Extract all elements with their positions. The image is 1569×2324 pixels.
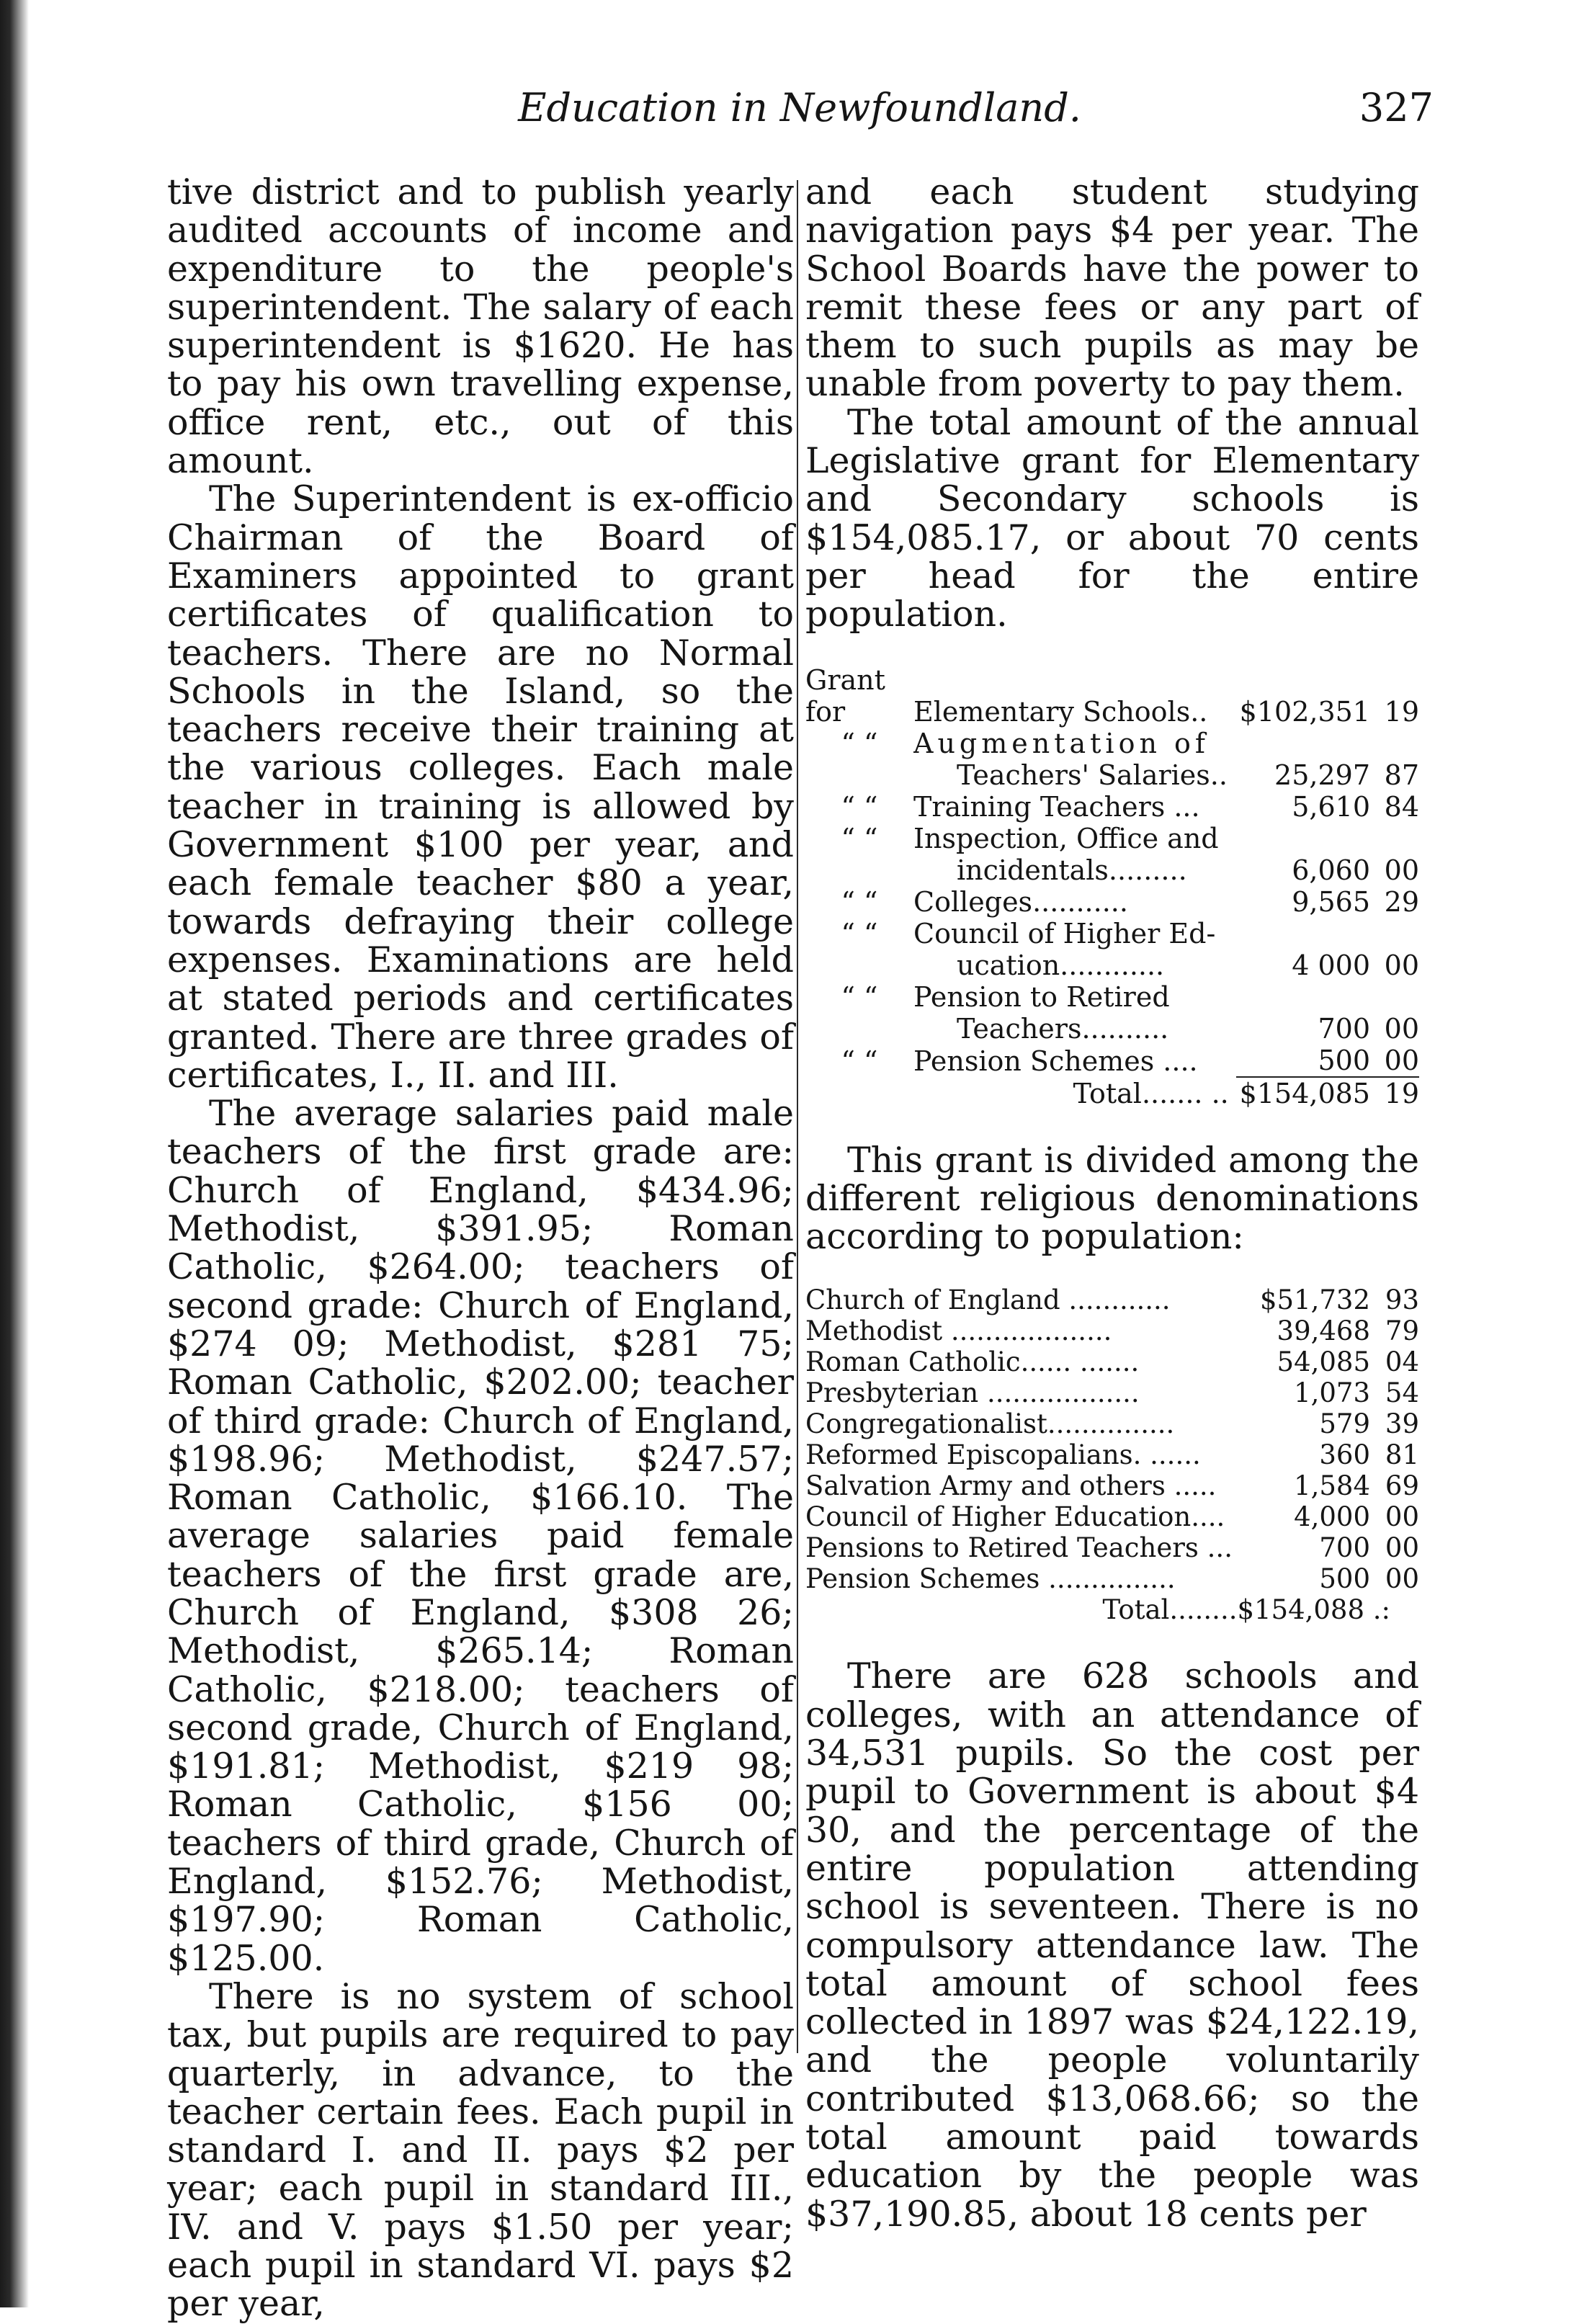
grant-amount: 4 000 [1292,949,1370,981]
column-divider [797,180,798,2053]
denomination-name: Methodist ................... [805,1315,1112,1347]
denomination-table [805,1284,1419,1625]
grant-row-continued [805,854,1419,886]
denomination-amount: 700 [1319,1532,1370,1564]
grant-cents: 29 [1384,885,1419,918]
denomination-amount: 1,073 [1294,1377,1370,1409]
grant-item-label: Pension Schemes .... [913,1045,1198,1077]
grant-amount: $102,351 [1239,695,1370,728]
right-column [805,173,1419,2233]
grant-row [805,791,1419,823]
grant-total-cents: 19 [1370,1077,1419,1109]
book-binding-edge [0,0,29,2307]
grant-cents: 00 [1384,1012,1419,1045]
grant-item-label-continued: incidentals......... [957,854,1187,886]
denomination-cents: 93 [1385,1284,1419,1316]
grant-item-label: Training Teachers ... [913,790,1200,823]
grant-cents: 00 [1384,854,1419,886]
denomination-name: Presbyterian .................. [805,1377,1140,1409]
denomination-amount: 4,000 [1294,1501,1370,1533]
grant-cents: 19 [1384,695,1419,728]
grant-amount: 6,060 [1292,854,1370,886]
grant-row [805,728,1419,759]
denomination-row [805,1346,1419,1377]
grant-item-label-continued: Teachers.......... [957,1012,1169,1045]
grant-item-label: Pension to Retired [913,980,1170,1013]
denomination-name: Roman Catholic...... ....... [805,1346,1140,1378]
paragraph-grant-division: This grant is divided among the different religious denominations according to population: [805,1139,1419,1258]
grant-amount: 500 [1318,1044,1370,1076]
grant-amount: 9,565 [1292,885,1370,918]
denomination-name: Pension Schemes ............... [805,1563,1176,1595]
grant-cents: 00 [1384,1044,1419,1076]
grant-amount: 5,610 [1292,790,1370,823]
denomination-row [805,1439,1419,1470]
denomination-name: Congregationalist............... [805,1408,1175,1440]
ditto-mark: “ “ [841,980,878,1013]
grant-item-label: Council of Higher Ed- [913,917,1216,949]
paragraph-average-salaries: The average salaries paid male teachers of the first grade are: Church of England, $434.96; Methodist, $391.95; Roman Catholic, $264.00; teachers of second grade: Church of England, $274 09; Methodist, $281 75; Roman Catholic, $202.00; teacher of third grade: Church of England, $198.96; Methodist, $247.57; Roman Catholic, $166.10. The average salaries paid female teachers of the first grade are, Church of England, $308 26; Methodist, $265.14; Roman Catholic, $218.00; teachers of second grade, Church of England, $191.81; Methodist, $219 98; Roman Catholic, $156 00; teachers of third grade, Church of England, $152.76; Methodist, $197.90; Roman Catholic, $125.00. [167,1093,794,1979]
left-column [167,173,794,2323]
denomination-name: Council of Higher Education.... [805,1501,1225,1533]
grant-cents: 87 [1384,759,1419,791]
denomination-row [805,1408,1419,1439]
denomination-cents: 00 [1385,1501,1419,1533]
denomination-name: Reformed Episcopalians. ...... [805,1439,1201,1471]
grant-item-label-continued: ucation............ [957,949,1165,981]
ditto-mark: “ “ [841,822,878,854]
grant-row-continued [805,949,1419,981]
grant-cents: 00 [1384,949,1419,981]
denomination-amount: 360 [1319,1439,1370,1471]
running-title: Education in Newfoundland. [518,85,1081,130]
grant-row [805,664,1419,728]
grant-total-amount: $154,085 [1236,1077,1370,1109]
grant-item-label: Augmentation of [913,727,1210,759]
denomination-amount: 579 [1319,1408,1370,1440]
denomination-cents: 69 [1385,1470,1419,1502]
paragraph-superintendent-accounts: tive district and to publish yearly audited accounts of income and expenditure to the people's superintendent. The salary of each superintendent is $1620. He has to pay his own travelling expense, office rent, etc., out of this amount. [167,171,794,482]
denomination-cents: 00 [1385,1532,1419,1564]
denomination-row [805,1284,1419,1315]
denomination-row [805,1315,1419,1346]
denomination-row [805,1501,1419,1532]
grant-item-label: Elementary Schools.. [913,695,1208,728]
grant-row [805,1045,1419,1077]
grant-row [805,981,1419,1013]
denomination-amount: 500 [1319,1563,1370,1595]
paragraph-schools-attendance: There are 628 schools and colleges, with an attendance of 34,531 pupils. So the cost per pupil to Government is about $4 30, and the percentage of the entire population attending school is seventeen. There is no compulsory attendance law. The total amount of school fees collected in 1897 was $24,122.19, and the people voluntarily contributed $13,068.66; so the total amount paid towards education by the people was $37,190.85, about 18 cents per [805,1655,1419,2235]
grant-item-label: Colleges........... [913,885,1128,918]
paragraph-board-of-examiners: The Superintendent is ex-officio Chairman of the Board of Examiners appointed to grant certificates of qualification to teachers. There are no Normal Schools in the Island, so the teachers receive their training at the various colleges. Each male teacher in training is allowed by Government $100 per year, and each female teacher $80 a year, towards defraying their college expenses. Examinations are held at stated periods and certificates granted. There are three grades of certificates, I., II. and III. [167,478,794,1096]
denomination-cents: 00 [1385,1563,1419,1595]
grant-row [805,823,1419,854]
grant-item-label: Inspection, Office and [913,822,1219,854]
grant-amount: 25,297 [1274,759,1370,791]
denomination-cents: 54 [1385,1377,1419,1409]
denomination-amount: 1,584 [1294,1470,1370,1502]
grant-row [805,918,1419,949]
denomination-total-row [805,1594,1419,1625]
denomination-cents: 04 [1385,1346,1419,1378]
denomination-name: Church of England ............ [805,1284,1171,1316]
denomination-amount: 39,468 [1277,1315,1370,1347]
grant-row-continued [805,759,1419,791]
denomination-cents: 39 [1385,1408,1419,1440]
ditto-mark: “ “ [841,1045,878,1077]
denomination-total: Total........$154,088 .: [1102,1594,1390,1626]
grant-item-label-continued: Teachers' Salaries.. [957,759,1228,791]
page-header [166,85,1434,150]
denomination-row [805,1563,1419,1594]
grant-cents: 84 [1384,790,1419,823]
denomination-amount: 54,085 [1277,1346,1370,1378]
denomination-cents: 79 [1385,1315,1419,1347]
grant-table [805,664,1419,1109]
denomination-row [805,1377,1419,1408]
denomination-amount: $51,732 [1259,1284,1370,1316]
grant-row-continued [805,1013,1419,1045]
denomination-name: Pensions to Retired Teachers ... [805,1532,1233,1564]
grant-row [805,886,1419,918]
ditto-mark: “ “ [841,727,878,759]
paragraph-school-fees: There is no system of school tax, but pupils are required to pay quarterly, in advance, to the teacher certain fees. Each pupil in standard I. and II. pays $2 per year; each pupil in standard III., IV. and V. pays $1.50 per year; each pupil in standard VI. pays $2 per year, [167,1975,794,2324]
grant-total-label: Total....... .. [1073,1077,1229,1109]
grant-total-row [805,1077,1419,1109]
ditto-mark: “ “ [841,917,878,949]
paragraph-legislative-grant: The total amount of the annual Legislative grant for Elementary and Secondary schools is $154,085.17, or about 70 cents per head for the entire population. [805,401,1419,635]
denomination-cents: 81 [1385,1439,1419,1471]
grant-amount: 700 [1318,1012,1370,1045]
denomination-name: Salvation Army and others ..... [805,1470,1217,1502]
ditto-mark: “ “ [841,885,878,918]
denomination-row [805,1470,1419,1501]
ditto-mark: “ “ [841,790,878,823]
page-number: 327 [1359,85,1434,130]
grant-prefix: Grant for [805,663,885,728]
paragraph-navigation-fees: and each student studying navigation pays $4 per year. The School Boards have the power to remit these fees or any part of them to such pupils as may be unable from poverty to pay them. [805,171,1419,405]
denomination-row [805,1532,1419,1563]
